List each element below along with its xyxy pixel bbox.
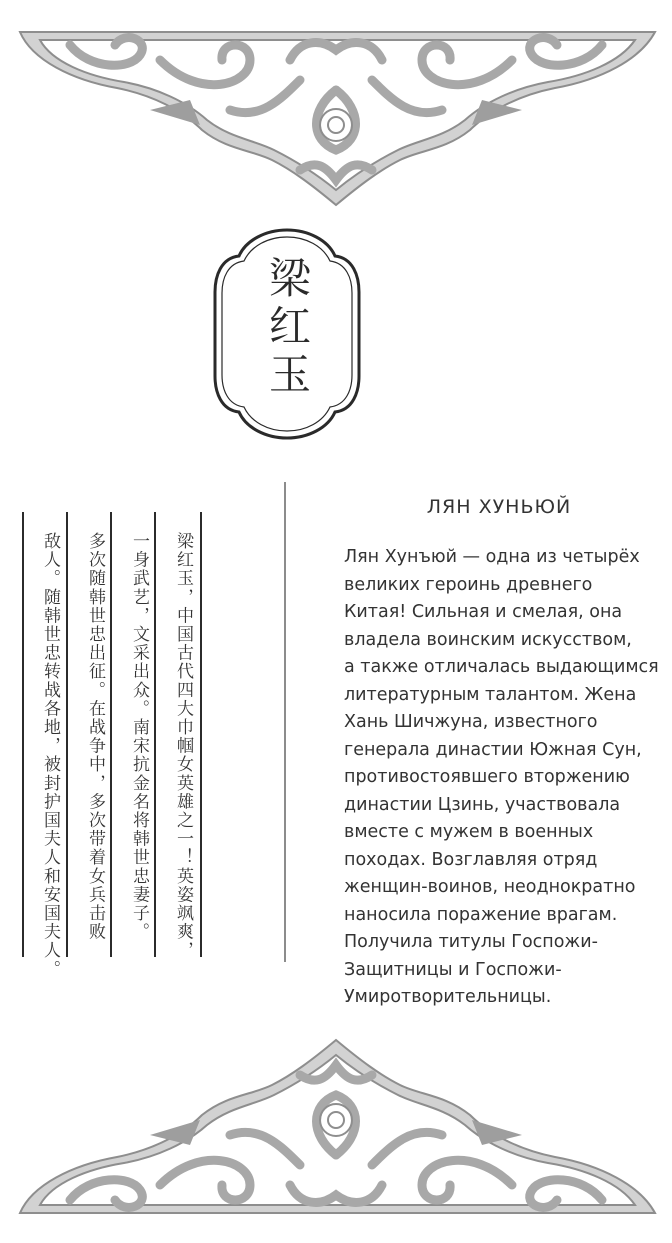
russian-heading: ЛЯН ХУНЬЮЙ [426, 496, 572, 518]
column-rule [154, 512, 156, 957]
chinese-column-2: 一身武艺，文采出众。南宋抗金名将韩世忠妻子。 [129, 532, 149, 942]
body-line: Китая! Сильная и смелая, она [344, 602, 623, 622]
body-line: наносила поражение врагам. [344, 904, 618, 925]
body-line: Защитницы и Госпожи- [344, 959, 562, 980]
body-line: великих героинь древнего [344, 574, 593, 595]
body-line: противостоявшего вторжению [344, 767, 630, 787]
body-line: вместе с мужем в военных [344, 822, 594, 842]
body-line: литературным талантом. Жена [344, 684, 637, 705]
chinese-column-4: 敌人。随韩世忠转战各地，被封护国夫人和安国夫人。 [40, 532, 60, 979]
body-line: Хань Шичжуна, известного [344, 712, 598, 732]
russian-body [344, 544, 662, 1012]
column-rule [110, 512, 112, 957]
body-line: династии Цзинь, участвовала [344, 794, 621, 815]
body-line: походах. Возглавляя отряд [344, 849, 598, 870]
name-medallion [213, 228, 361, 440]
body-line: Получила титулы Госпожи- [344, 932, 598, 952]
top-ornament [0, 0, 672, 215]
chinese-column-1: 梁红玉，中国古代四大巾帼女英雄之一！英姿飒爽， [173, 532, 193, 960]
body-line: генерала династии Южная Сун, [344, 739, 642, 760]
center-divider [284, 482, 286, 962]
column-rule [22, 512, 24, 957]
chinese-column-3: 多次随韩世忠出征。在战争中，多次带着女兵击败 [85, 532, 105, 942]
body-line: владела воинским искусством, [344, 629, 632, 650]
body-line: Лян Хунъюй — одна из четырёх [344, 547, 640, 567]
column-rule [200, 512, 202, 957]
column-rule [66, 512, 68, 957]
medallion-title: 梁红玉 [263, 256, 312, 400]
body-line: женщин-воинов, неоднократно [344, 877, 636, 897]
body-line: а также отличалась выдающимся [344, 657, 659, 677]
bottom-ornament [0, 1030, 672, 1243]
chinese-text-block [20, 512, 206, 979]
body-line: Умиротворительницы. [344, 987, 552, 1007]
